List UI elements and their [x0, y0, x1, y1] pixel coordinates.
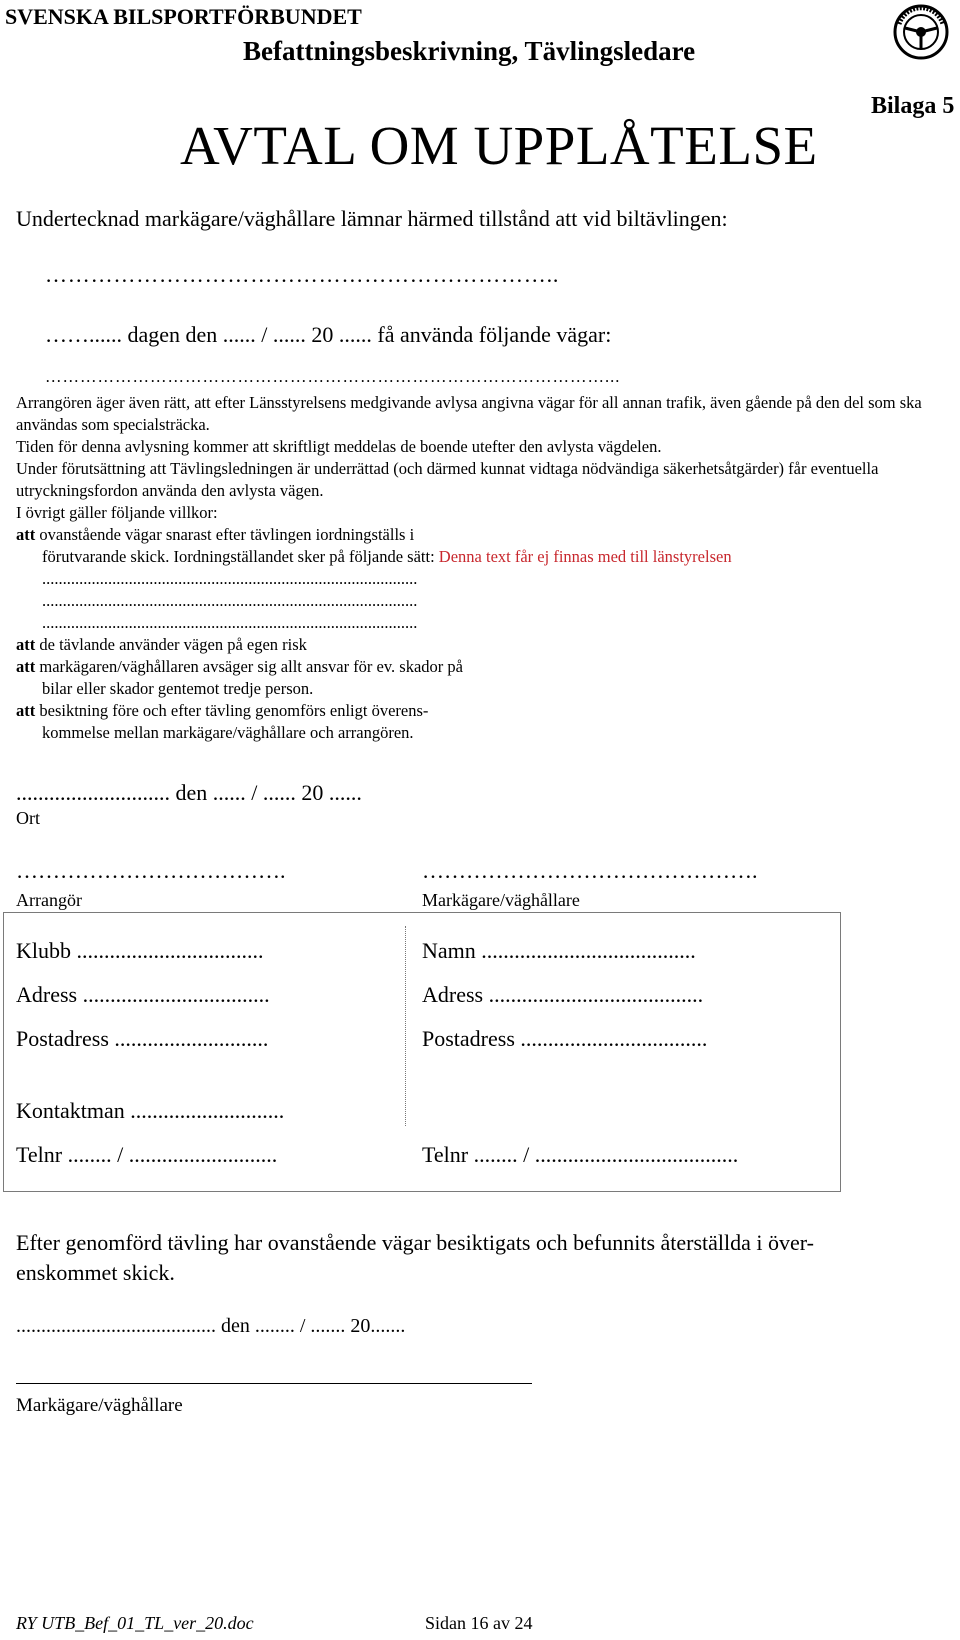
body-paragraphs: [16, 392, 936, 524]
dotted-line-roads: ……………………………………………………………………………………...: [45, 367, 621, 386]
phone-field-left: Telnr ........ / ...........................: [16, 1142, 278, 1167]
condition-4-line-2: kommelse mellan markägare/väghållare och arrangören.: [42, 723, 414, 742]
name-field: Namn .......................................: [422, 938, 696, 963]
landowner-signature-dots: ……………………………………….: [422, 858, 758, 883]
address-field-left: Adress ..................................: [16, 982, 270, 1007]
closing-text-line-2: enskommet skick.: [16, 1260, 175, 1285]
conditions-list: [16, 524, 936, 744]
paragraph-notice: Tiden för denna avlysning kommer att skriftligt meddelas de boende utefter den avlysta vägdelen.: [16, 437, 662, 456]
phone-field-right: Telnr ........ / .....................................: [422, 1142, 739, 1167]
signature-line: [16, 1383, 532, 1384]
closing-text-line-1: Efter genomförd tävling har ovanstående vägar besiktigats och befunnits återställda i över-: [16, 1230, 815, 1255]
paragraph-emergency: Under förutsättning att Tävlingsledningen är underrättad (och därmed kunnat vidtaga nödvändiga säkerhetsåtgärder) får eventuella utryckningsfordon använda den avlysta vägen.: [16, 459, 879, 500]
footer-page-number: Sidan 16 av 24: [425, 1613, 533, 1633]
closing-date-line: ........................................ den ........ / ....... 20.......: [16, 1315, 406, 1337]
dotted-line-event: …………………………………………………………..: [45, 262, 560, 287]
postal-address-field-right: Postadress ..................................: [422, 1026, 708, 1051]
date-line: ……...... dagen den ...... / ...... 20 ...... få använda följande vägar:: [45, 322, 612, 347]
red-note: Denna text får ej finnas med till länstyrelsen: [438, 547, 732, 566]
paragraph-rights: Arrangören äger även rätt, att efter Länsstyrelsens medgivande avlysa angivna vägar för all annan trafik, även gående på den del som ska användas som specialsträcka.: [16, 393, 922, 434]
intro-text: Undertecknad markägare/väghållare lämnar härmed tillstånd att vid biltävlingen:: [16, 206, 728, 231]
column-divider: [405, 926, 406, 1126]
condition-2: att de tävlande använder vägen på egen risk: [16, 635, 307, 654]
place-label: Ort: [16, 808, 40, 828]
annex-label: Bilaga 5: [871, 93, 955, 119]
att-word: att: [16, 525, 36, 544]
landowner-label: Markägare/väghållare: [422, 890, 580, 910]
document-title: Befattningsbeskrivning, Tävlingsledare: [243, 36, 696, 66]
arranger-signature-dots: ……………………………….: [16, 858, 286, 883]
condition-dots-1: ...........................................................................................: [42, 569, 418, 588]
federation-logo: [893, 4, 949, 60]
condition-1-line-2: förutvarande skick. Iordningställandet sker på följande sätt: Denna text får ej finnas med till länstyrelsen: [42, 547, 732, 566]
club-field: Klubb ..................................: [16, 938, 264, 963]
condition-3-line-1: att markägaren/väghållaren avsäger sig allt ansvar för ev. skador på: [16, 657, 463, 676]
closing-signature-label: Markägare/väghållare: [16, 1395, 183, 1416]
place-date-line: ............................ den ...... / ...... 20 ......: [16, 780, 362, 805]
paragraph-conditions-intro: I övrigt gäller följande villkor:: [16, 503, 218, 522]
condition-dots-3: ...........................................................................................: [42, 613, 418, 632]
condition-4-line-1: att besiktning före och efter tävling genomförs enligt överens-: [16, 701, 429, 720]
arranger-label: Arrangör: [16, 890, 82, 910]
footer-filename: RY UTB_Bef_01_TL_ver_20.doc: [16, 1613, 254, 1633]
organization-name: SVENSKA BILSPORTFÖRBUNDET: [5, 4, 362, 29]
agreement-title: AVTAL OM UPPLÅTELSE: [180, 115, 818, 176]
postal-address-field-left: Postadress ............................: [16, 1026, 269, 1051]
condition-dots-2: ...........................................................................................: [42, 591, 418, 610]
condition-3-line-2: bilar eller skador gentemot tredje person.: [42, 679, 314, 698]
address-field-right: Adress .......................................: [422, 982, 704, 1007]
contact-person-field: Kontaktman ............................: [16, 1098, 285, 1123]
condition-1-line-1: att ovanstående vägar snarast efter tävlingen iordningställs i: [16, 525, 415, 544]
